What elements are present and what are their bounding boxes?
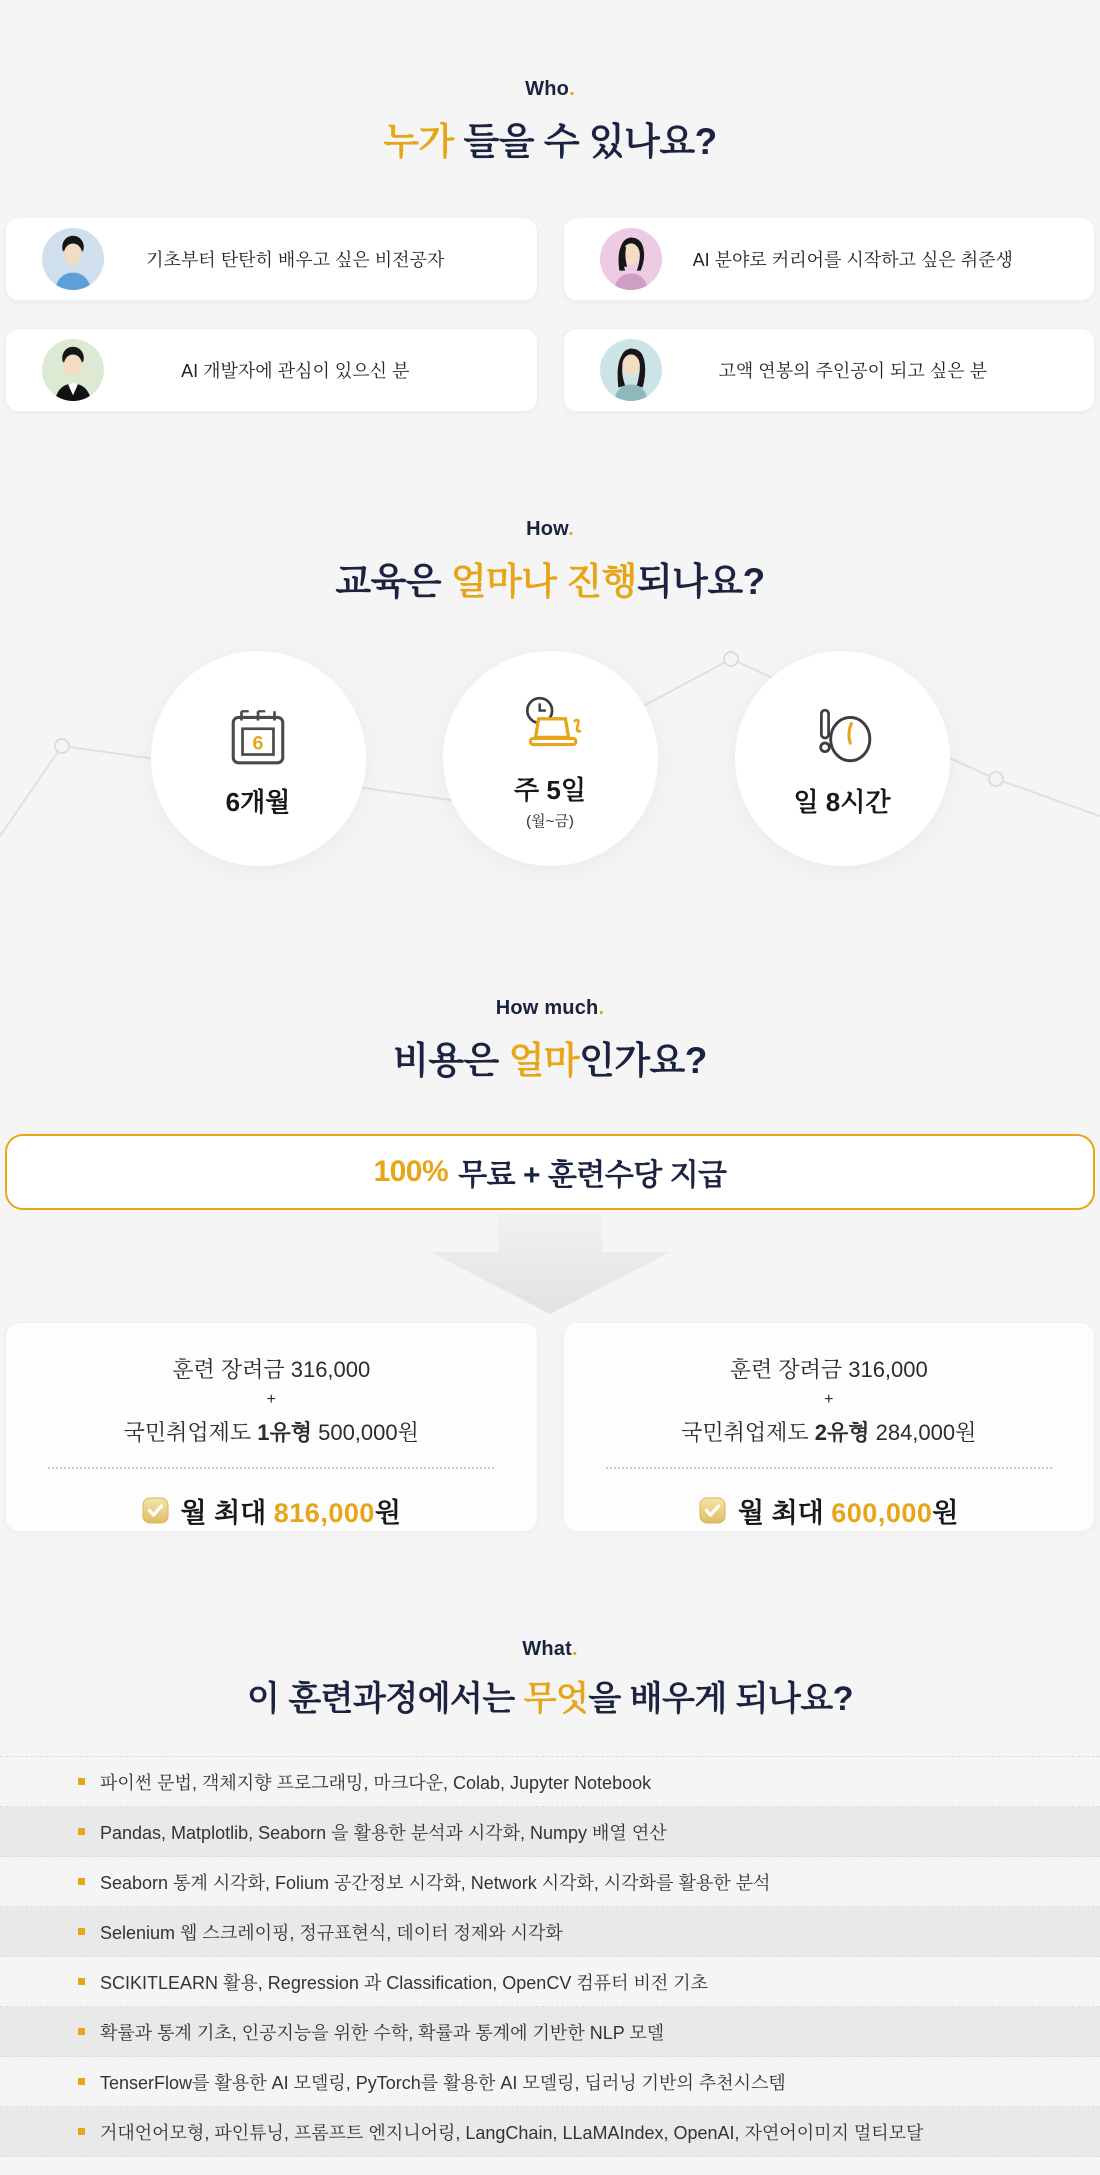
- alarm-clock-icon: [809, 698, 875, 770]
- how-label: How.: [526, 518, 574, 540]
- curriculum-item: 확률과 통계 기초, 인공지능을 위한 수학, 확률과 통계에 기반한 NLP 모델: [0, 2007, 1100, 2057]
- curriculum-item: 파이썬 문법, 객체지향 프로그래밍, 마크다운, Colab, Jupyter Notebook: [0, 1757, 1100, 1807]
- how-section: [0, 518, 1100, 901]
- bullet-square-icon: [78, 1828, 85, 1835]
- male-suit-avatar: [42, 339, 104, 401]
- days-per-week-sub: (월~금): [526, 813, 574, 830]
- down-arrow-decoration: [430, 1214, 670, 1314]
- dotted-divider: [606, 1467, 1052, 1469]
- bullet-square-icon: [78, 1978, 85, 1985]
- who-card-1: [5, 217, 538, 301]
- who-card-2: [563, 217, 1096, 301]
- monthly-max-total: 월 최대 816,000원: [6, 1491, 537, 1530]
- what-title: 이 훈련과정에서는 무엇을 배우게 되나요?: [247, 1680, 853, 1718]
- curriculum-item: Pandas, Matplotlib, Seaborn 을 활용한 분석과 시각화, Numpy 배열 연산: [0, 1807, 1100, 1857]
- employment-program-line: 국민취업제도 1유형 500,000원: [123, 1420, 419, 1445]
- who-card-text: 고액 연봉의 주인공이 되고 싶은 분: [718, 361, 987, 381]
- who-card-text: AI 분야로 커리어를 시작하고 싶은 취준생: [692, 250, 1013, 270]
- who-card-3: [5, 328, 538, 412]
- duration-months-circle: [151, 651, 366, 866]
- checkbox-check-icon: [142, 1497, 169, 1524]
- bullet-square-icon: [78, 1778, 85, 1785]
- laptop-clock-icon: [515, 686, 585, 758]
- curriculum-item: 거대언어모형, 파인튜닝, 프롬프트 엔지니어링, LangChain, LLaMAIndex, OpenAI, 자연어이미지 멀티모달: [0, 2107, 1100, 2157]
- banner-rest: 무료 + 훈련수당 지급: [458, 1159, 727, 1192]
- days-per-week-circle: [443, 651, 658, 866]
- training-allowance-line: 훈련 장려금 316,000: [729, 1357, 928, 1382]
- employment-program-line: 국민취업제도 2유형 284,000원: [681, 1420, 977, 1445]
- monthly-max-total: 월 최대 600,000원: [564, 1491, 1095, 1530]
- what-label: What.: [522, 1638, 578, 1660]
- howmuch-title: 비용은 얼마인가요?: [393, 1040, 707, 1081]
- how-schedule-visual: [0, 651, 1100, 901]
- dotted-divider: [48, 1467, 494, 1469]
- female-pink-avatar: [600, 228, 662, 290]
- who-cards: [5, 217, 1095, 412]
- curriculum-item: TenserFlow를 활용한 AI 모델링, PyTorch를 활용한 AI 모델링, 딥러닝 기반의 추천시스템: [0, 2057, 1100, 2107]
- training-allowance-line: 훈련 장려금 316,000: [172, 1357, 371, 1382]
- who-section: [0, 0, 1100, 412]
- banner-highlight: 100%: [373, 1155, 449, 1188]
- curriculum-list: [0, 1756, 1100, 2157]
- what-section: [0, 1638, 1100, 2157]
- who-label: Who.: [525, 78, 575, 100]
- checkbox-check-icon: [699, 1497, 726, 1524]
- curriculum-item: SCIKITLEARN 활용, Regression 과 Classification, OpenCV 컴퓨터 비전 기초: [0, 1957, 1100, 2007]
- allowance-cards: [5, 1322, 1095, 1532]
- male-casual-avatar: [42, 228, 104, 290]
- calendar-icon: [225, 698, 291, 770]
- howmuch-section: [0, 997, 1100, 1532]
- bullet-square-icon: [78, 1928, 85, 1935]
- bullet-square-icon: [78, 2028, 85, 2035]
- who-card-4: [563, 328, 1096, 412]
- plus-sign: +: [824, 1391, 834, 1408]
- bullet-square-icon: [78, 1878, 85, 1885]
- bullet-square-icon: [78, 2128, 85, 2135]
- days-per-week-label: 주 5일: [514, 775, 586, 805]
- allowance-card-type1: [5, 1322, 538, 1532]
- bullet-square-icon: [78, 2078, 85, 2085]
- duration-months-label: 6개월: [225, 787, 291, 817]
- hours-per-day-circle: [735, 651, 950, 866]
- hours-per-day-label: 일 8시간: [793, 787, 891, 817]
- plus-sign: +: [266, 1391, 276, 1408]
- who-card-text: AI 개발자에 관심이 있으신 분: [181, 361, 410, 381]
- who-title: 누가 들을 수 있나요?: [383, 121, 717, 162]
- how-title: 교육은 얼마나 진행되나요?: [335, 561, 765, 602]
- svg-text:6: 6: [252, 732, 264, 755]
- allowance-card-type2: [563, 1322, 1096, 1532]
- free-tuition-banner: [5, 1134, 1095, 1210]
- curriculum-item: Seaborn 통계 시각화, Folium 공간정보 시각화, Network 시각화, 시각화를 활용한 분석: [0, 1857, 1100, 1907]
- curriculum-item: Selenium 웹 스크레이핑, 정규표현식, 데이터 정제와 시각화: [0, 1907, 1100, 1957]
- female-teal-avatar: [600, 339, 662, 401]
- who-card-text: 기초부터 탄탄히 배우고 싶은 비전공자: [146, 250, 445, 270]
- howmuch-label: How much.: [495, 997, 605, 1019]
